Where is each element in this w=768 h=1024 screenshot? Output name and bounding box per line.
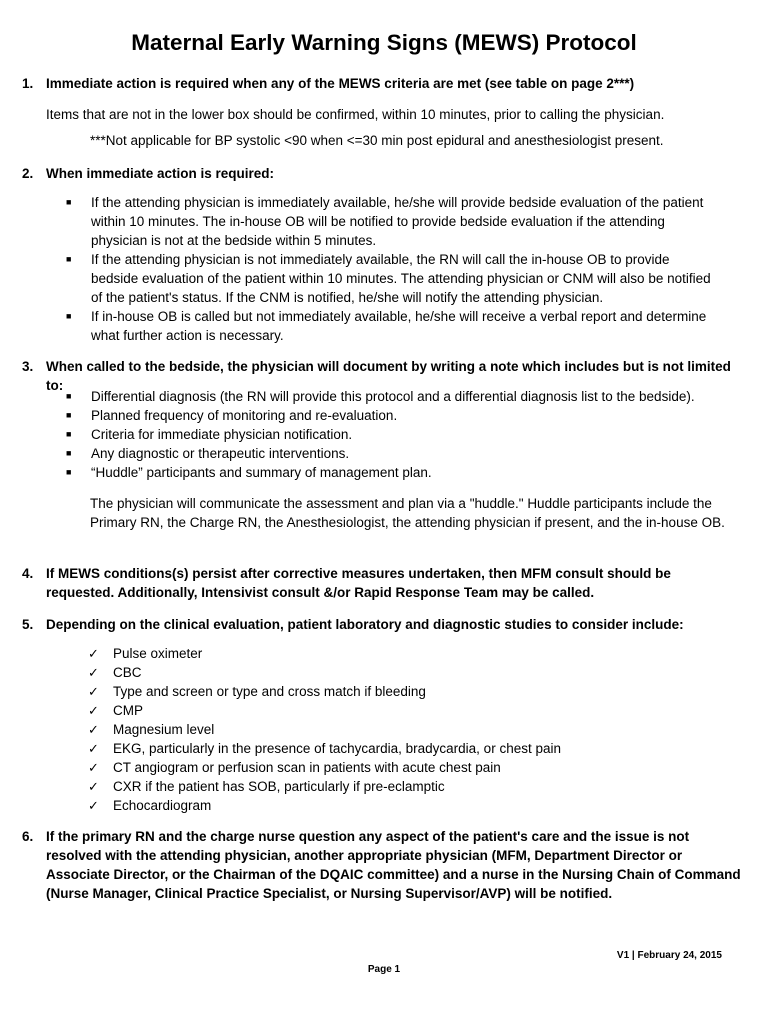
- list-item-text: CMP: [113, 703, 143, 718]
- section-5: [22, 615, 742, 634]
- list-item-text: Any diagnostic or therapeutic interventions.: [91, 446, 350, 461]
- list-item: [90, 682, 690, 701]
- list-item: [66, 193, 716, 250]
- list-item-text: If in-house OB is called but not immediately available, he/she will receive a verbal report and determine what further action is necessary.: [91, 309, 707, 343]
- list-item-text: CT angiogram or perfusion scan in patients with acute chest pain: [113, 760, 501, 775]
- bullet-icon: ■: [66, 467, 72, 477]
- section-3-bullet-list: [66, 387, 716, 482]
- section-number: 4.: [22, 566, 34, 581]
- section-number: 3.: [22, 359, 34, 374]
- bullet-icon: ■: [66, 391, 72, 401]
- checkmark-icon: ✓: [88, 798, 99, 813]
- list-item: [90, 701, 690, 720]
- list-item: [90, 796, 690, 815]
- checkmark-icon: ✓: [88, 665, 99, 680]
- checkmark-icon: ✓: [88, 760, 99, 775]
- checkmark-icon: ✓: [88, 779, 99, 794]
- section-heading: If the primary RN and the charge nurse question any aspect of the patient's care and the issue is not resolved with the attending physician, another appropriate physician (MFM, Department Director or Associate Director, or the Chairman of the DQAIC committee) and a nurse in the Nursing Chain of Command (Nurse Manager, Clinical Practice Specialist, or Nursing Supervisor/AVP) will be notified.: [46, 829, 741, 901]
- list-item-text: Criteria for immediate physician notification.: [91, 427, 353, 442]
- section-5-check-list: [90, 644, 690, 815]
- list-item: [66, 250, 716, 307]
- list-item-text: If the attending physician is immediately available, he/she will provide bedside evaluation of the patient within 10 minutes. The in-house OB will be notified to provide bedside evaluation if the attending physician is not at the bedside within 5 minutes.: [91, 195, 704, 248]
- section-1: [22, 74, 742, 93]
- list-item: [66, 307, 716, 345]
- list-item-text: Differential diagnosis (the RN will provide this protocol and a differential diagnosis list to the bedside).: [91, 389, 695, 404]
- list-item-text: EKG, particularly in the presence of tachycardia, bradycardia, or chest pain: [113, 741, 561, 756]
- bullet-icon: ■: [66, 311, 72, 321]
- checkmark-icon: ✓: [88, 703, 99, 718]
- list-item-text: Type and screen or type and cross match if bleeding: [113, 684, 426, 699]
- section-4: [22, 564, 742, 602]
- section-number: 6.: [22, 829, 34, 844]
- list-item-text: CXR if the patient has SOB, particularly if pre-eclamptic: [113, 779, 445, 794]
- list-item: [90, 739, 690, 758]
- list-item-text: If the attending physician is not immediately available, the RN will call the in-house OB to provide bedside evaluation of the patient within 10 minutes. The attending physician or CNM will also be notified of the patient's status. If the CNM is notified, he/she will notify the attending physician.: [91, 252, 711, 305]
- checkmark-icon: ✓: [88, 741, 99, 756]
- section-2-bullet-list: [66, 193, 716, 345]
- bullet-icon: ■: [66, 254, 72, 264]
- section-heading: Depending on the clinical evaluation, patient laboratory and diagnostic studies to consider include:: [46, 617, 684, 632]
- section-heading: When immediate action is required:: [46, 166, 275, 181]
- list-item-text: Magnesium level: [113, 722, 215, 737]
- section-1-paragraph: Items that are not in the lower box should be confirmed, within 10 minutes, prior to calling the physician.: [46, 107, 665, 122]
- list-item-text: Pulse oximeter: [113, 646, 203, 661]
- list-item: [66, 444, 716, 463]
- bullet-icon: ■: [66, 429, 72, 439]
- checkmark-icon: ✓: [88, 646, 99, 661]
- bullet-icon: ■: [66, 410, 72, 420]
- section-heading: Immediate action is required when any of the MEWS criteria are met (see table on page 2***): [46, 76, 635, 91]
- list-item-text: Echocardiogram: [113, 798, 212, 813]
- list-item-text: Planned frequency of monitoring and re-evaluation.: [91, 408, 398, 423]
- footer-version: V1 | February 24, 2015: [616, 950, 722, 961]
- section-heading: If MEWS conditions(s) persist after corrective measures undertaken, then MFM consult should be requested. Additionally, Intensivist consult &/or Rapid Response Team may be called.: [46, 566, 671, 600]
- list-item: [90, 644, 690, 663]
- list-item-text: “Huddle” participants and summary of management plan.: [91, 465, 432, 480]
- list-item-text: CBC: [113, 665, 142, 680]
- page-number: Page 1: [367, 964, 401, 975]
- bullet-icon: ■: [66, 448, 72, 458]
- section-heading: When called to the bedside, the physician will document by writing a note which includes but is not limited to:: [46, 359, 731, 393]
- list-item: [90, 663, 690, 682]
- checkmark-icon: ✓: [88, 684, 99, 699]
- checkmark-icon: ✓: [88, 722, 99, 737]
- list-item: [66, 387, 716, 406]
- list-item: [90, 720, 690, 739]
- list-item: [66, 463, 716, 482]
- section-number: 1.: [22, 76, 34, 91]
- list-item: [66, 425, 716, 444]
- section-2: [22, 164, 742, 183]
- section-number: 2.: [22, 166, 34, 181]
- list-item: [66, 406, 716, 425]
- document-title: Maternal Early Warning Signs (MEWS) Protocol: [131, 30, 637, 55]
- section-6: [22, 827, 742, 903]
- list-item: [90, 758, 690, 777]
- section-number: 5.: [22, 617, 34, 632]
- section-1-note: ***Not applicable for BP systolic <90 when <=30 min post epidural and anesthesiologist present.: [90, 133, 664, 148]
- bullet-icon: ■: [66, 197, 72, 207]
- list-item: [90, 777, 690, 796]
- section-3-paragraph: The physician will communicate the assessment and plan via a "huddle." Huddle participants include the Primary RN, the Charge RN, the Anesthesiologist, the attending physician if present, and the in-house OB.: [90, 496, 725, 530]
